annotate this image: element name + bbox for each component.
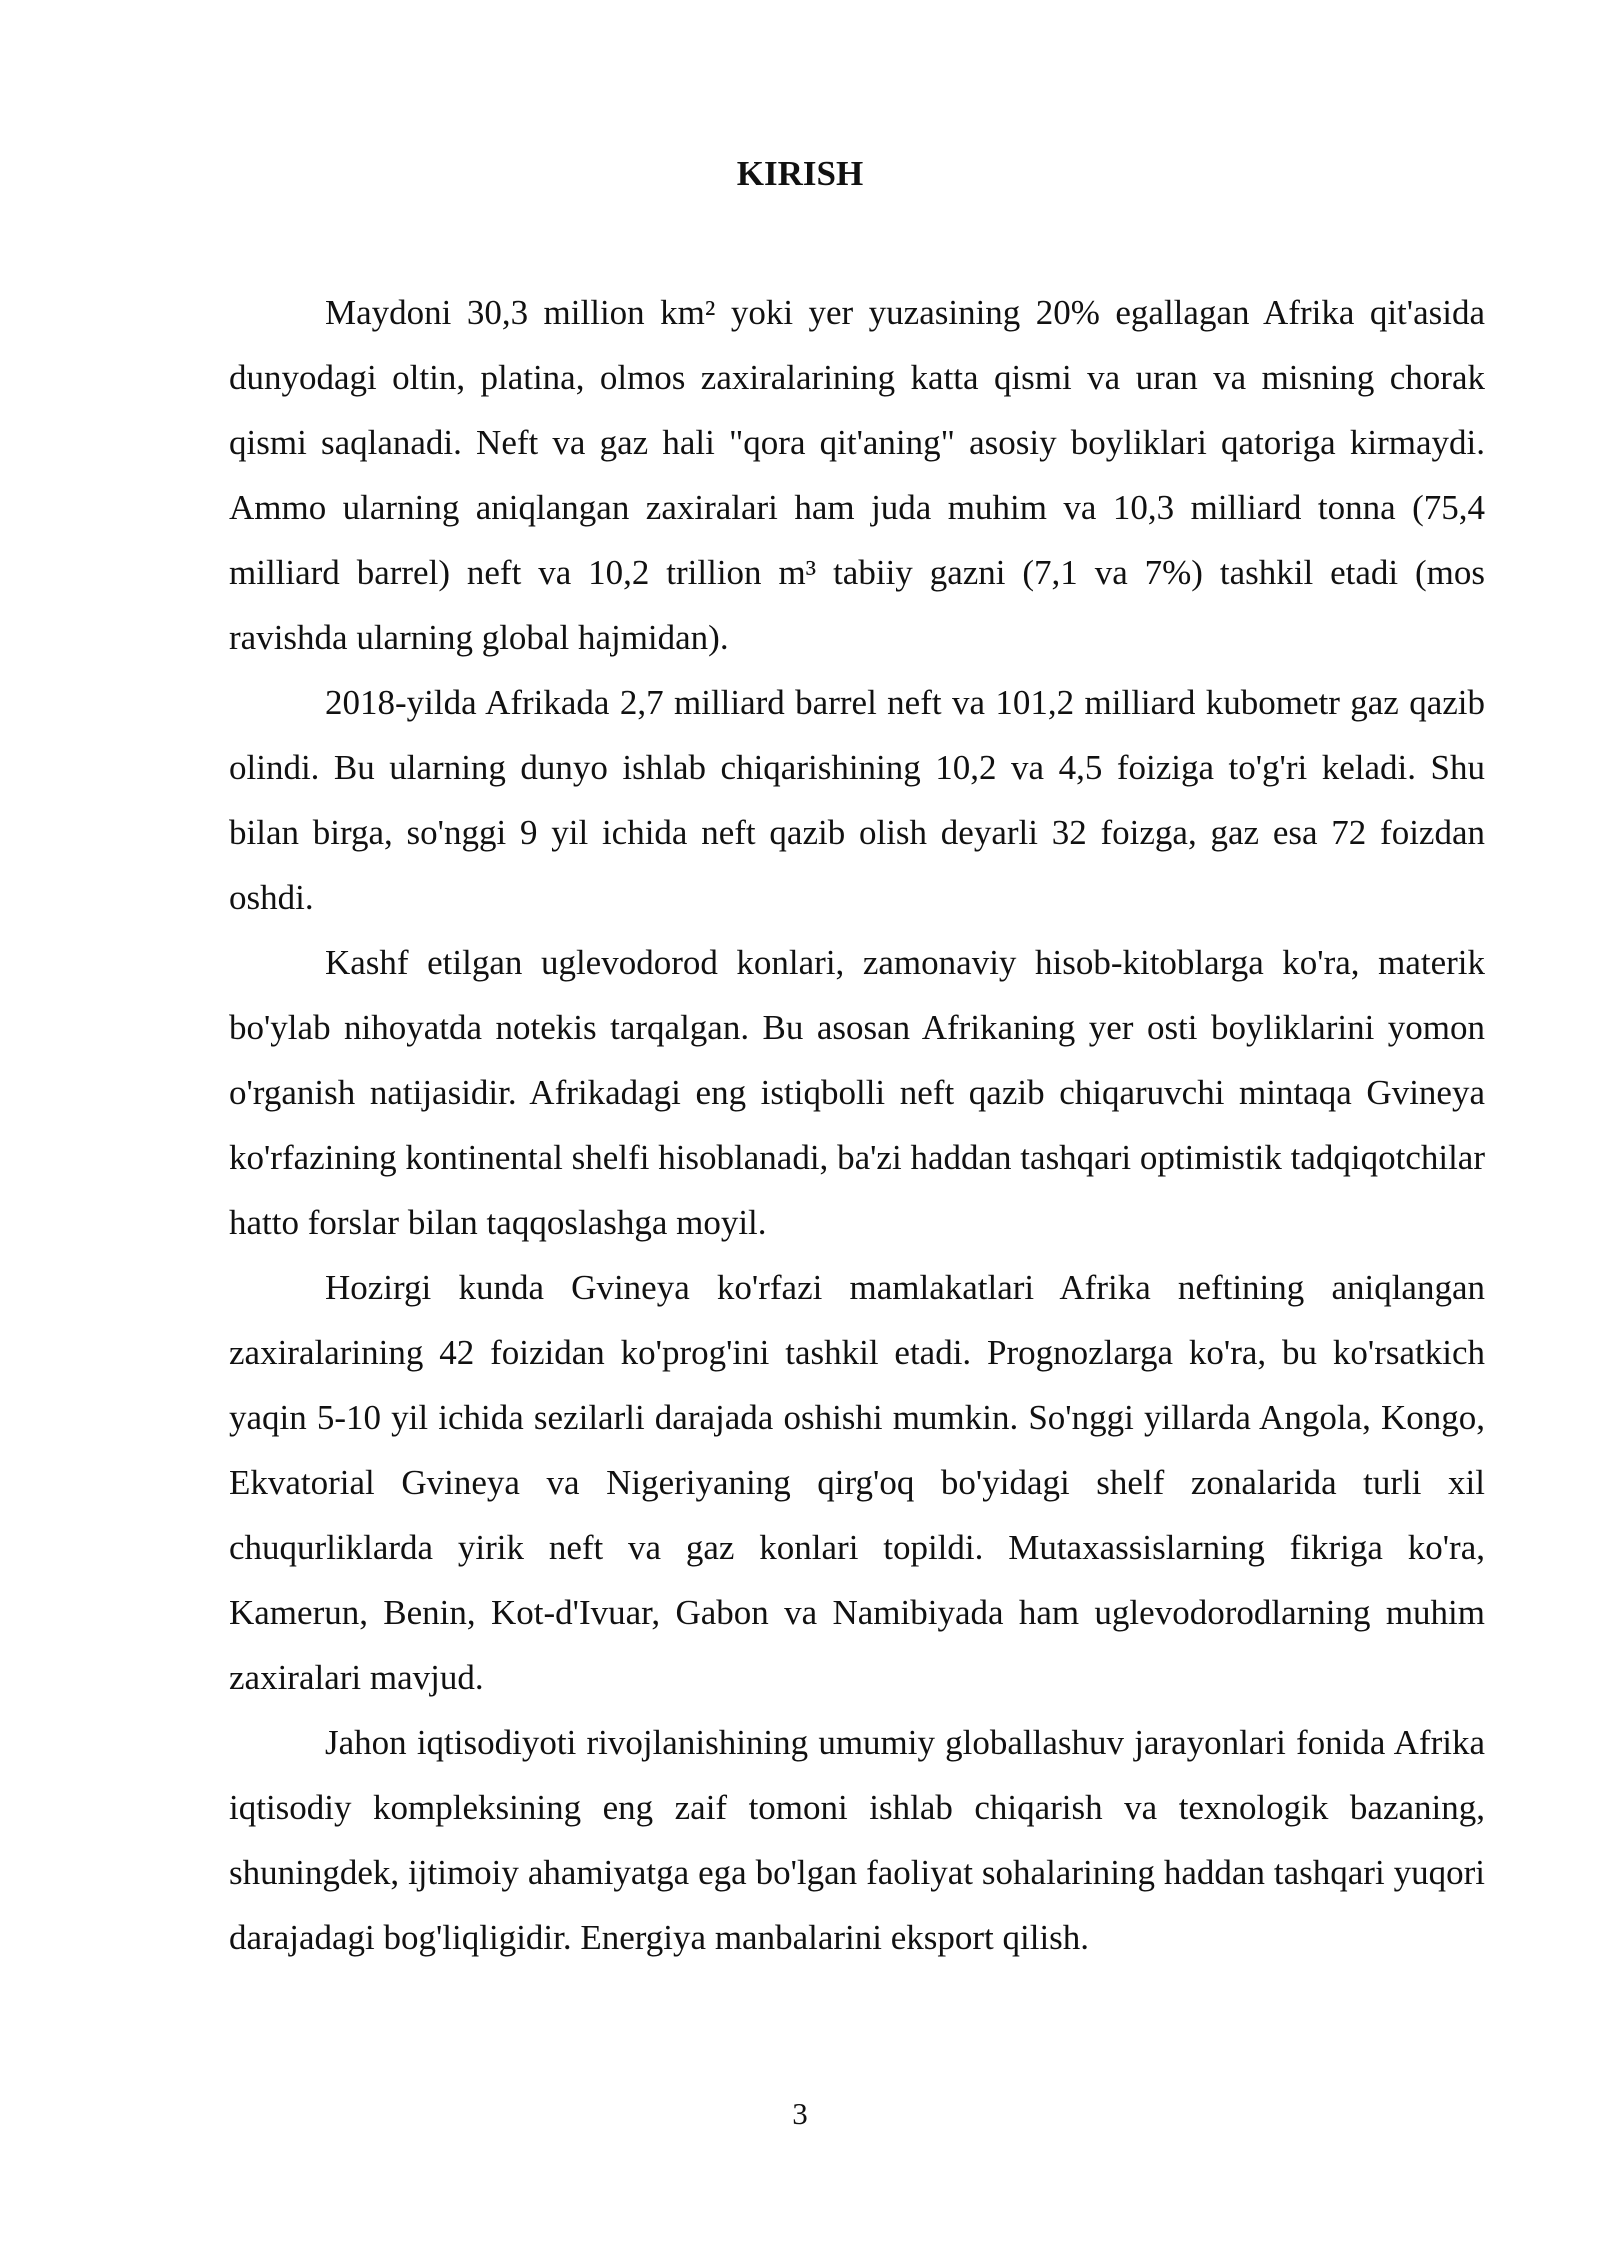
paragraph: Kashf etilgan uglevodorod konlari, zamonaviy hisob-kitoblarga ko'ra, materik bo'ylab nihoyatda notekis tarqalgan. Bu asosan Afrikaning yer osti boyliklarini yomon o'rganish natijasidir. Afrikadagi eng istiqbolli neft qazib chiqaruvchi mintaqa Gvineya ko'rfazining kontinental shelfi hisoblanadi, ba'zi haddan tashqari optimistik tadqiqotchilar hatto forslar bilan taqqoslashga moyil.: [229, 943, 1485, 1242]
page-number: 3: [792, 2096, 808, 2131]
page-heading: KIRISH: [736, 154, 864, 193]
paragraph: Jahon iqtisodiyoti rivojlanishining umumiy globallashuv jarayonlari fonida Afrika iqtisodiy kompleksining eng zaif tomoni ishlab chiqarish va texnologik bazaning, shuningdek, ijtimoiy ahamiyatga ega bo'lgan faoliyat sohalarining haddan tashqari yuqori darajadagi bog'liqligidir. Energiya manbalarini eksport qilish.: [229, 1723, 1485, 1957]
paragraph: Hozirgi kunda Gvineya ko'rfazi mamlakatlari Afrika neftining aniqlangan zaxiralarining 42 foizidan ko'prog'ini tashkil etadi. Prognozlarga ko'ra, bu ko'rsatkich yaqin 5-10 yil ichida sezilarli darajada oshishi mumkin. So'nggi yillarda Angola, Kongo, Ekvatorial Gvineya va Nigeriyaning qirg'oq bo'yidagi shelf zonalarida turli xil chuqurliklarda yirik neft va gaz konlari topildi. Mutaxassislarning fikriga ko'ra, Kamerun, Benin, Kot-d'Ivuar, Gabon va Namibiyada ham uglevodorodlarning muhim zaxiralari mavjud.: [229, 1268, 1485, 1697]
paragraph: 2018-yilda Afrikada 2,7 milliard barrel neft va 101,2 milliard kubometr gaz qazib olindi. Bu ularning dunyo ishlab chiqarishining 10,2 va 4,5 foiziga to'g'ri keladi. Shu bilan birga, so'nggi 9 yil ichida neft qazib olish deyarli 32 foizga, gaz esa 72 foizdan oshdi.: [229, 683, 1485, 917]
paragraph: Maydoni 30,3 million km² yoki yer yuzasining 20% egallagan Afrika qit'asida dunyodagi oltin, platina, olmos zaxiralarining katta qismi va uran va misning chorak qismi saqlanadi. Neft va gaz hali "qora qit'aning" asosiy boyliklari qatoriga kirmaydi. Ammo ularning aniqlangan zaxiralari ham juda muhim va 10,3 milliard tonna (75,4 milliard barrel) neft va 10,2 trillion m³ tabiiy gazni (7,1 va 7%) tashkil etadi (mos ravishda ularning global hajmidan).: [229, 293, 1485, 657]
body-text: [229, 280, 1485, 1970]
